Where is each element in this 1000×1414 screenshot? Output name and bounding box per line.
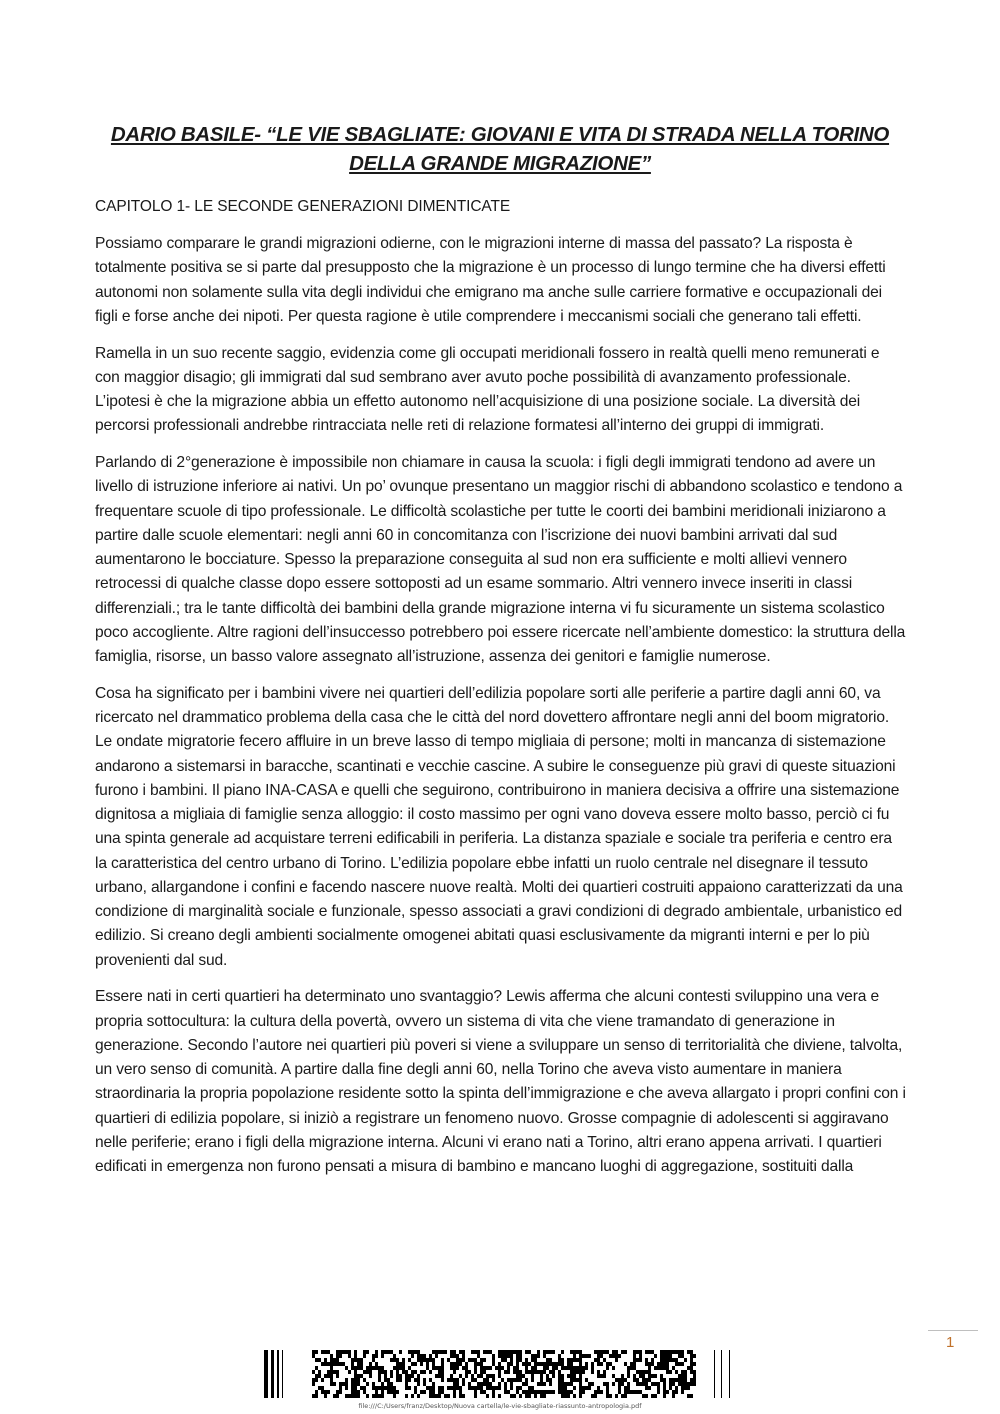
paragraph-3: Parlando di 2°generazione è impossibile non chiamare in causa la scuola: i figli degli immigrati tendono ad avere un livello di istruzione inferiore ai nativi. Un po’ ovunque presentano un maggior rischi di abbandono scolastico e tendono a frequentare scuole di tipo professionale. Le difficoltà scolastiche per tutte le coorti dei bambini meridionali iniziarono a partire dalle scuole elementari: negli anni 60 in concomitanza con l’iscrizione dei nuovi bambini arrivati dal sud aumentarono le bocciature. Spesso la preparazione conseguita al sud non era sufficiente e molti allievi vennero retrocessi di qualche classe dopo essere sottoposti ad un esame sommario. Altri vennero invece inseriti in classi differenziali.; tra le tante difficoltà dei bambini della grande migrazione interna vi fu sicuramente un sistema scolastico poco accogliente. Altre ragioni dell’insuccesso potrebbero poi essere ricercate nell’ambiente domestico: la struttura della famiglia, risorse, un basso valore assegnato all’istruzione, assenza dei genitori e famiglie numerose.: [95, 454, 906, 665]
page-number: 1: [946, 1334, 955, 1351]
paragraph-1: Possiamo comparare le grandi migrazioni odierne, con le migrazioni interne di massa del passato? La risposta è totalmente positiva se si parte dal presupposto che la migrazione è un processo di lungo termine che ha diversi effetti autonomi non solamente sulla vita degli individui che emigrano ma anche sulle carriere formative e occupazionali dei figli e forse anche dei nipoti. Per questa ragione è utile comprendere i meccanismi sociali che generano tali effetti.: [95, 235, 886, 325]
paragraph-4: Cosa ha significato per i bambini vivere nei quartieri dell’edilizia popolare sorti alle periferie a partire dagli anni 60, va ricercato nel drammatico problema della casa che le città del nord dovettero affrontare negli anni del boom migratorio. Le ondate migratorie fecero affluire in un breve lasso di tempo migliaia di persone; molti in mancanza di sistemazione andarono a sistemarsi in baracche, scantinati e vecchie cascine. A subire le conseguenze più gravi di queste situazioni furono i bambini. Il piano INA-CASA e quelli che seguirono, contribuirono in maniera decisiva a offrire una sistemazione dignitosa a migliaia di famiglie senza alloggio: il costo massimo per ogni vano doveva essere molto basso, perciò ci fu una spinta generale ad acquistare terreni edificabili in periferia. La distanza spaziale e sociale tra periferia e centro era la caratteristica del centro urbano di Torino. L’edilizia popolare ebbe infatti un ruolo centrale nel disegnare il tessuto urbano, allargandone i confini e facendo nascere nuove realtà. Molti dei quartieri costruiti appaiono caratterizzati da una condizione di marginalità sociale e funzionale, spesso associati a gravi condizioni di degrado ambientale, urbanistico ed edilizio. Si creano degli ambienti socialmente omogenei abitati quasi esclusivamente da migranti interni e per lo più provenienti dal sud.: [95, 684, 903, 969]
chapter-heading: CAPITOLO 1- LE SECONDE GENERAZIONI DIMENTICATE: [95, 198, 511, 215]
paragraph-5: Essere nati in certi quartieri ha determinato uno svantaggio? Lewis afferma che alcuni contesti sviluppino una vera e propria sottocultura: la cultura della povertà, ovvero un sistema di vita che viene tramandato di generazione in generazione. Secondo l’autore nei quartieri più poveri si viene a sviluppare un senso di territorialità che diviene, talvolta, un vero senso di comunità. A partire dalla fine degli anni 60, nella Torino che aveva visto aumentare in maniera straordinaria la propria popolazione residente sotto la spinta dell’immigrazione e che aveva allargato i propri confini con i quartieri di edilizia popolare, si iniziò a registrare un fenomeno nuovo. Grosse compagnie di adolescenti si aggiravano nelle periferie; erano i figli della migrazione interna. Alcuni vi erano nati a Torino, altri erano appena arrivati. I quartieri edificati in emergenza non furono pensati a misura di bambino e mancano luoghi di aggregazione, sostituiti dalla: [95, 988, 906, 1175]
footer-file-path: file:///C:/Users/franz/Desktop/Nuova cartella/le-vie-sbagliate-riassunto-antropologia.pdf: [358, 1402, 642, 1410]
document-title: [95, 120, 905, 178]
document-body: [95, 232, 907, 1192]
paragraph-2: Ramella in un suo recente saggio, evidenzia come gli occupati meridionali fossero in realtà quelli meno remunerati e con maggior disagio; gli immigrati dal sud sembrano aver avuto poche possibilità di avanzamento professionale. L’ipotesi è che la migrazione abbia un effetto autonomo nell’acquisizione di una posizione sociale. La diversità dei percorsi professionali andrebbe rintracciata nelle reti di relazione formatesi all’interno dei gruppi di immigrati.: [95, 344, 880, 435]
document-title-line-2: DELLA GRANDE MIGRAZIONE”: [349, 152, 651, 175]
document-title-line-1: DARIO BASILE- “LE VIE SBAGLIATE: GIOVANI E VITA DI STRADA NELLA TORINO: [110, 123, 890, 146]
barcode-image: [264, 1350, 749, 1398]
page-number-rule: [928, 1330, 978, 1331]
